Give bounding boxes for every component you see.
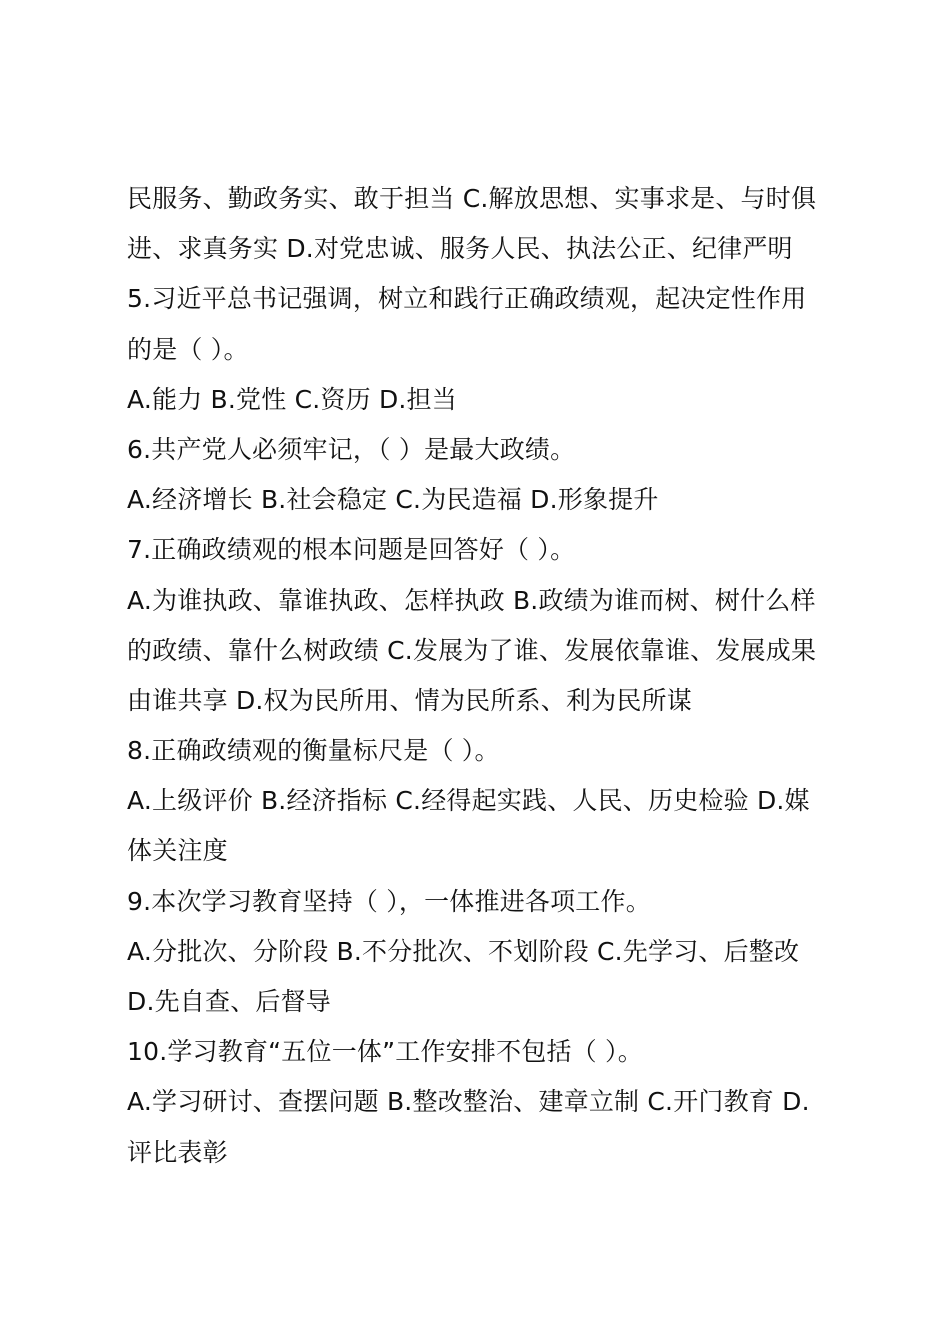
question-5-options: A.能力 B.党性 C.资历 D.担当 [127,384,457,414]
question-6-options: A.经济增长 B.社会稳定 C.为民造福 D.形象提升 [127,485,659,515]
question-9-options: A.分批次、分阶段 B.不分批次、不划阶段 C.先学习、后整改 [127,936,800,966]
question-8: 8.正确政绩观的衡量标尺是（ ）。 [127,736,500,766]
text-line: 进、求真务实 D.对党忠诚、服务人民、执法公正、纪律严明 [127,234,793,264]
text-line: 的是（ ）。 [127,334,249,364]
question-8-options: A.上级评价 B.经济指标 C.经得起实践、人民、历史检验 D.媒 [127,786,810,816]
question-7-options: A.为谁执政、靠谁执政、怎样执政 B.政绩为谁而树、树什么样 [127,585,816,615]
text-line: 由谁共享 D.权为民所用、情为民所系、利为民所谋 [127,685,692,715]
question-10: 10.学习教育“五位一体”工作安排不包括（ ）。 [127,1037,643,1067]
document-body [127,174,827,1178]
text-line: D.先自查、后督导 [127,987,331,1016]
question-5: 5.习近平总书记强调，树立和践行正确政绩观，起决定性作用 [127,284,807,314]
text-line: 体关注度 [127,836,228,866]
question-7: 7.正确政绩观的根本问题是回答好（ ）。 [127,535,576,565]
question-10-options: A.学习研讨、查摆问题 B.整改整治、建章立制 C.开门教育 D. [127,1087,810,1117]
text-line: 的政绩、靠什么树政绩 C.发展为了谁、发展依靠谁、发展成果 [127,635,817,665]
question-9: 9.本次学习教育坚持（ ），一体推进各项工作。 [127,886,651,916]
text-line: 评比表彰 [127,1137,228,1167]
text-line: 民服务、勤政务实、敢于担当 C.解放思想、实事求是、与时俱 [127,184,817,213]
question-6: 6.共产党人必须牢记，（ ）是最大政绩。 [127,434,576,464]
